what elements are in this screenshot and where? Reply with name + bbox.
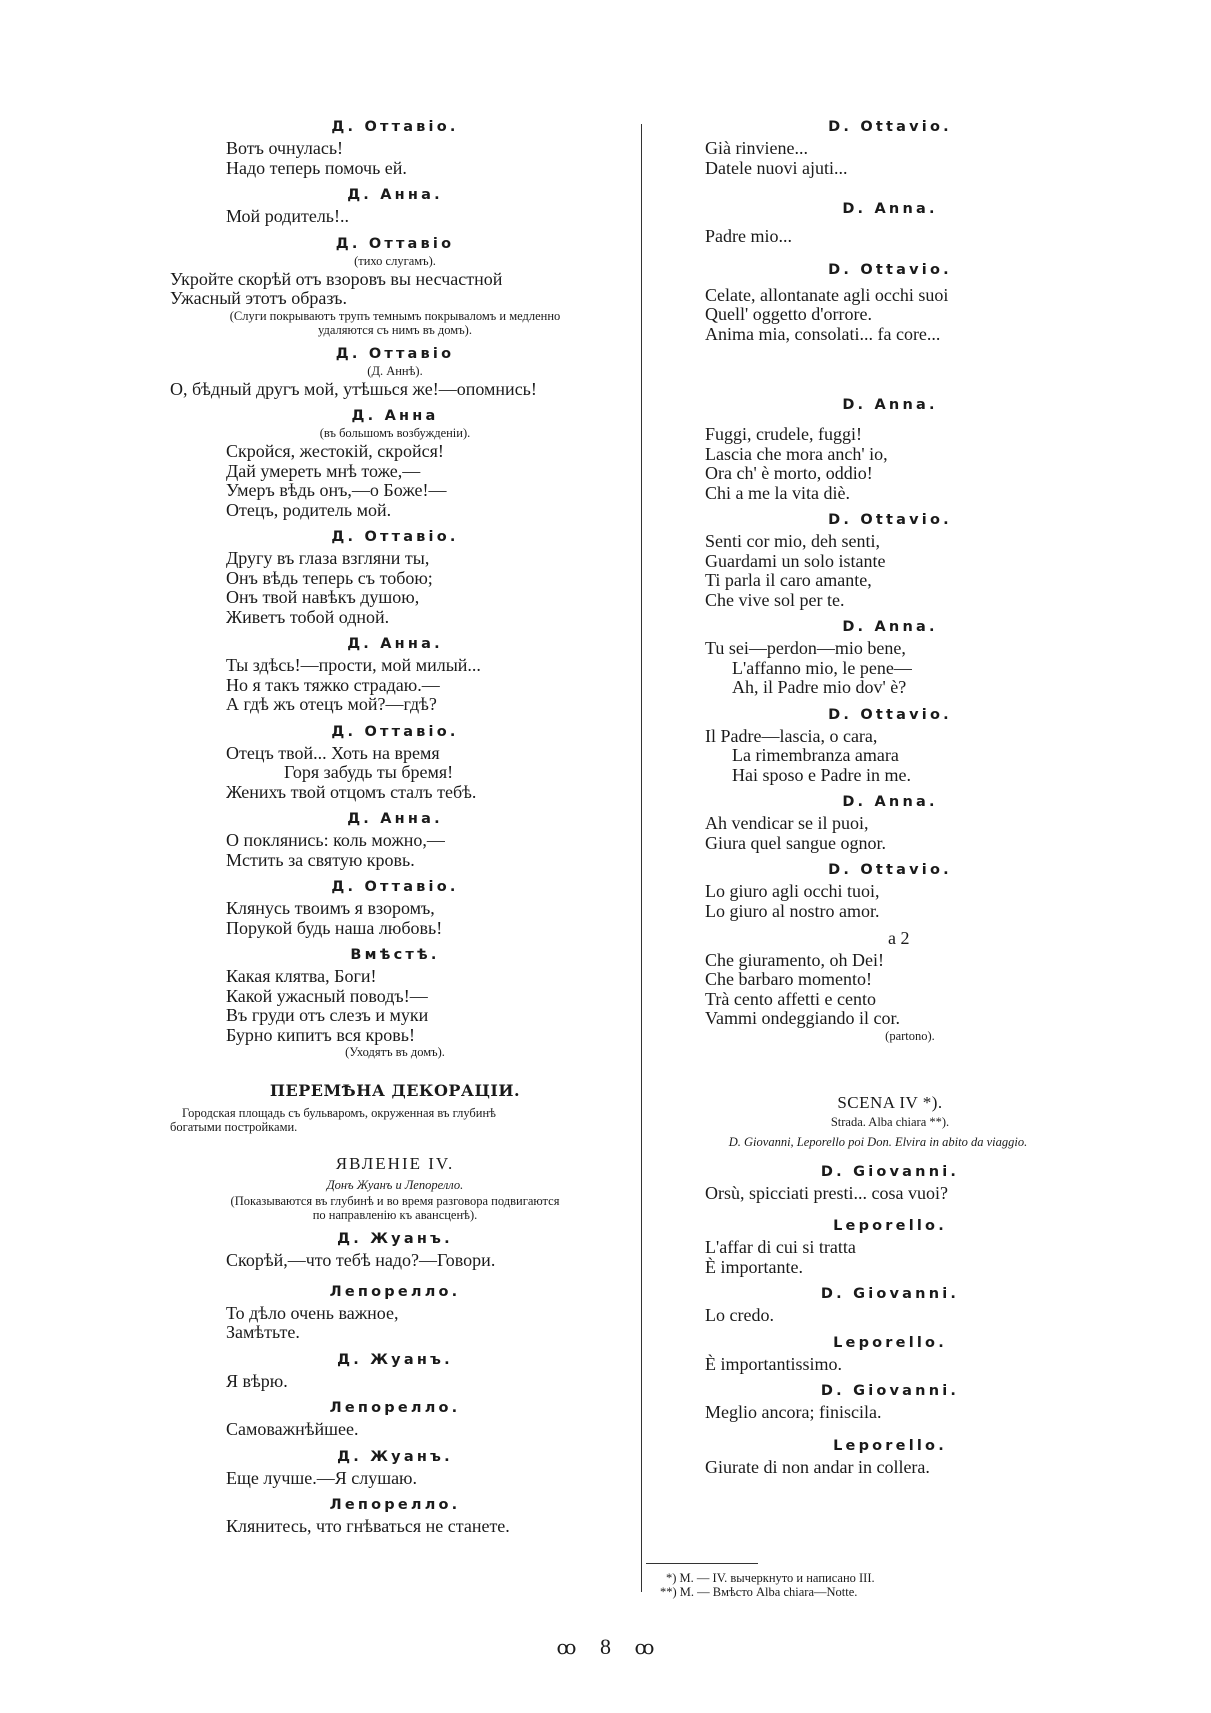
verse-line: Мой родитель!..	[226, 206, 350, 226]
verse-line: Бурно кипитъ вся кровь!	[226, 1024, 415, 1045]
page-number-value: 8	[600, 1634, 611, 1659]
ornament-left-icon: ꝏ	[556, 1637, 577, 1659]
speaker-name: Д. Оттавіо	[335, 235, 455, 252]
scene-title: SCENA IV *).	[837, 1092, 943, 1112]
verse-line: Замѣтьте.	[226, 1322, 300, 1342]
verse-line: Горя забудь ты бремя!	[284, 762, 454, 782]
verse-line: Lo credo.	[705, 1305, 774, 1325]
speaker-name: D. Giovanni.	[820, 1383, 960, 1399]
verse-lines	[170, 1420, 620, 1440]
verse-line: Мстить за святую кровь.	[226, 849, 415, 870]
speaker-name: Д. Анна.	[347, 187, 443, 203]
verse-line: È importante.	[705, 1256, 803, 1277]
verse-line: Che barbaro momento!	[705, 969, 872, 989]
verse-line: Guardami un solo istante	[705, 550, 886, 571]
verse-line: Какая клятва, Боги!	[226, 966, 377, 986]
footnotes	[660, 1571, 875, 1599]
speaker-name: Д. Оттавіо	[335, 345, 455, 362]
verse-line: Живетъ тобой одной.	[226, 606, 390, 627]
speaker-name: D. Ottavio.	[828, 119, 952, 135]
verse-line: Клянусь твоимъ я взоромъ,	[226, 898, 435, 918]
verse-line: Meglio ancora; finiscila.	[705, 1402, 882, 1422]
verse-line: Il Padre—lascia, o cara,	[705, 725, 878, 746]
verse-line: Lo giuro al nostro amor.	[705, 900, 880, 921]
speaker-name: Leporello.	[833, 1437, 947, 1454]
italian-column	[690, 118, 1090, 1477]
verse-line: L'affar di cui si tratta	[705, 1237, 856, 1257]
verse-line: Дай умереть мнѣ тоже,—	[226, 460, 421, 481]
speaker-name: Д. Анна.	[347, 811, 443, 827]
verse-line: О, бѣдный другъ мой, утѣшься же!—опомнись!	[170, 378, 537, 399]
verse-line: Какой ужасный поводъ!—	[226, 985, 428, 1006]
verse-line: Senti cor mio, deh senti,	[705, 531, 880, 551]
stage-direction	[170, 309, 620, 337]
speaker-name: Leporello.	[833, 1218, 947, 1234]
russian-column	[170, 118, 620, 1537]
stage-direction: (Д. Аннѣ).	[367, 363, 423, 378]
verse-lines	[170, 967, 620, 1045]
verse-line: Ti parla il caro amante,	[705, 570, 872, 590]
speaker-name: Д. Жуанъ.	[337, 1448, 453, 1465]
verse-line: Умеръ вѣдь онъ,—о Боже!—	[226, 480, 447, 500]
stage-direction-line: удаляются съ нимъ въ домъ).	[318, 322, 472, 337]
verse-line: Женихъ твой отцомъ сталъ тебѣ.	[226, 781, 477, 802]
verse-lines	[170, 380, 620, 400]
verse-lines	[690, 639, 1090, 698]
footnote-rule	[646, 1563, 758, 1564]
verse-lines	[170, 1372, 620, 1392]
speaker-name: D. Ottavio.	[828, 261, 952, 278]
verse-lines	[170, 1304, 620, 1343]
speaker-name: D. Ottavio.	[828, 706, 952, 723]
verse-line: Другу въ глаза взгляни ты,	[226, 548, 430, 568]
verse-line: То дѣло очень важное,	[226, 1302, 399, 1323]
verse-line: Отецъ, родитель мой.	[226, 499, 392, 520]
verse-line: Celate, allontanate agli occhi suoi	[705, 284, 949, 305]
verse-line: Клянитесь, что гнѣваться не станете.	[226, 1516, 510, 1536]
verse-line: Но я такъ тяжко страдаю.—	[226, 674, 440, 695]
speaker-name: Д. Жуанъ.	[337, 1351, 453, 1368]
verse-line: Скройся, жестокій, скройся!	[226, 441, 444, 461]
stage-direction-line: (Показываются въ глубинѣ и во время разговора подвигаются	[230, 1194, 560, 1208]
speaker-name: Д. Оттавіо.	[331, 723, 459, 740]
verse-lines	[690, 139, 1090, 178]
verse-line: Lascia che mora anch' io,	[705, 443, 888, 464]
speaker-name: Лепорелло.	[329, 1497, 461, 1513]
verse-line: Trà cento affetti e cento	[705, 988, 876, 1009]
speaker-name: Д. Анна	[351, 408, 439, 424]
verse-line: L'affanno mio, le pene—	[732, 657, 912, 678]
scene-characters: D. Giovanni, Leporello poi Don. Elvira in abito da viaggio.	[728, 1134, 1028, 1149]
stage-direction-line: (Слуги покрываютъ трупъ темнымъ покрываломъ и медленно	[229, 308, 561, 323]
ornament-right-icon: ꝏ	[634, 1637, 655, 1659]
verse-lines	[690, 286, 1090, 345]
verse-line: La rimembranza amara	[732, 745, 899, 765]
page-number	[0, 1634, 1211, 1660]
verse-lines	[690, 882, 1090, 921]
column-divider	[641, 124, 642, 1592]
verse-line: Già rinviene...	[705, 138, 808, 158]
verse-line: Che vive sol per te.	[705, 589, 845, 610]
verse-lines	[170, 1469, 620, 1489]
speaker-name: D. Anna.	[842, 201, 938, 217]
verse-line: О поклянись: коль можно,—	[226, 830, 445, 850]
scene-change-heading: ПЕРЕМѢНА ДЕКОРАЦІИ.	[269, 1081, 521, 1100]
verse-lines	[690, 814, 1090, 853]
ensemble-label: a 2	[888, 928, 910, 948]
speaker-name: Лепорелло.	[329, 1400, 461, 1416]
speaker-name: D. Ottavio.	[828, 512, 952, 528]
verse-line: Orsù, spicciati presti... cosa vuoi?	[705, 1182, 948, 1203]
speaker-name: D. Anna.	[842, 619, 938, 635]
verse-lines	[690, 425, 1090, 503]
speaker-name: D. Anna.	[842, 397, 938, 413]
verse-line: Fuggi, crudele, fuggi!	[705, 424, 862, 444]
speaker-name: Д. Оттавіо.	[331, 119, 459, 135]
verse-line: Я вѣрю.	[226, 1370, 288, 1391]
verse-lines	[170, 831, 620, 870]
speaker-name: Д. Анна.	[347, 636, 443, 652]
verse-line: Ah, il Padre mio dov' è?	[732, 677, 907, 697]
speaker-name: Д. Оттавіо.	[331, 529, 459, 545]
verse-lines	[690, 951, 1090, 1029]
verse-line: Padre mio...	[705, 226, 792, 246]
verse-lines	[690, 1458, 1090, 1478]
verse-lines	[170, 442, 620, 520]
verse-line: Che giuramento, oh Dei!	[705, 949, 884, 970]
verse-line: А гдѣ жъ отецъ мой?—гдѣ?	[226, 694, 437, 714]
verse-line: Ужасный этотъ образъ.	[170, 288, 347, 308]
stage-direction-line: по направленію къ авансценѣ).	[312, 1208, 478, 1222]
verse-lines	[170, 1517, 620, 1537]
verse-line: Tu sei—perdon—mio bene,	[705, 638, 906, 658]
verse-line: È importantissimo.	[705, 1353, 842, 1374]
verse-line: Порукой будь наша любовь!	[226, 917, 443, 938]
verse-line: Ora ch' è morto, oddio!	[705, 463, 873, 483]
speaker-name: D. Giovanni.	[820, 1163, 960, 1180]
verse-lines	[170, 549, 620, 627]
verse-line: Еще лучше.—Я слушаю.	[226, 1467, 418, 1488]
footnote: *) М. — IV. вычеркнуто и написано III.	[666, 1571, 875, 1585]
description-line: Городская площадь съ бульваромъ, окруженная въ глубинѣ	[182, 1106, 496, 1120]
verse-line: Vammi ondeggiando il cor.	[705, 1008, 900, 1028]
stage-direction: (тихо слугамъ).	[354, 253, 436, 268]
speaker-name: Leporello.	[833, 1334, 947, 1351]
verse-line: Lo giuro agli occhi tuoi,	[705, 881, 880, 901]
verse-line: Вотъ очнулась!	[226, 138, 344, 158]
verse-line: Quell' oggetto d'orrore.	[705, 304, 872, 324]
verse-lines	[690, 727, 1090, 786]
verse-line: Ah vendicar se il puoi,	[705, 813, 869, 833]
verse-lines	[690, 1184, 1090, 1204]
verse-line: Hai sposo e Padre in me.	[732, 764, 911, 785]
verse-line: Укройте скорѣй отъ взоровъ вы несчастной	[170, 268, 503, 289]
verse-line: Giura quel sangue ognor.	[705, 832, 886, 853]
verse-lines	[170, 899, 620, 938]
verse-lines	[690, 1355, 1090, 1375]
speaker-name: Д. Оттавіо.	[331, 879, 459, 895]
verse-lines	[170, 656, 620, 715]
verse-lines	[170, 139, 620, 178]
verse-lines	[690, 1403, 1090, 1423]
verse-line: Скорѣй,—что тебѣ надо?—Говори.	[226, 1250, 496, 1270]
verse-lines	[170, 207, 620, 227]
stage-direction	[170, 1194, 620, 1222]
verse-line: Самоважнѣйшее.	[226, 1419, 359, 1439]
scene-title: ЯВЛЕНІЕ IV.	[335, 1154, 455, 1173]
verse-line: Anima mia, consolati... fa core...	[705, 323, 941, 344]
speaker-name: D. Anna.	[842, 794, 938, 810]
verse-line: Отецъ твой... Хоть на время	[226, 742, 440, 763]
verse-line: Datele nuovi ajuti...	[705, 157, 848, 178]
verse-line: Chi a me la vita diè.	[705, 482, 850, 503]
verse-line: Ты здѣсь!—прости, мой милый...	[226, 655, 481, 675]
verse-line: Онъ твой навѣкъ душою,	[226, 587, 420, 607]
verse-lines	[690, 532, 1090, 610]
verse-lines	[170, 270, 620, 309]
speaker-name: D. Giovanni.	[820, 1286, 960, 1302]
verse-line: Giurate di non andar in collera.	[705, 1456, 930, 1477]
verse-line: Надо теперь помочь ей.	[226, 157, 407, 178]
speaker-name: Лепорелло.	[329, 1283, 461, 1300]
exit-direction: (Уходятъ въ домъ).	[345, 1045, 445, 1059]
description-line: богатыми постройками.	[170, 1120, 298, 1134]
footnote: **) М. — Вмѣсто Alba chiara—Notte.	[660, 1585, 858, 1599]
scene-change-description	[170, 1106, 620, 1134]
verse-lines	[690, 1238, 1090, 1277]
verse-lines	[170, 1251, 620, 1271]
verse-lines	[690, 227, 1090, 247]
stage-direction: (въ большомъ возбужденіи).	[319, 426, 471, 440]
verse-lines	[170, 744, 620, 803]
speaker-name: Д. Жуанъ.	[337, 1231, 453, 1247]
speaker-name: D. Ottavio.	[828, 862, 952, 878]
exit-direction: (partono).	[885, 1028, 935, 1043]
speaker-name: Вмѣстѣ.	[350, 947, 440, 963]
verse-line: Въ груди отъ слезъ и муки	[226, 1005, 429, 1025]
verse-lines	[690, 1306, 1090, 1326]
verse-line: Онъ вѣдь теперь съ тобою;	[226, 567, 433, 588]
scene-setting: Strada. Alba chiara **).	[830, 1114, 950, 1129]
scene-characters: Донъ Жуанъ и Лепорелло.	[326, 1178, 464, 1192]
